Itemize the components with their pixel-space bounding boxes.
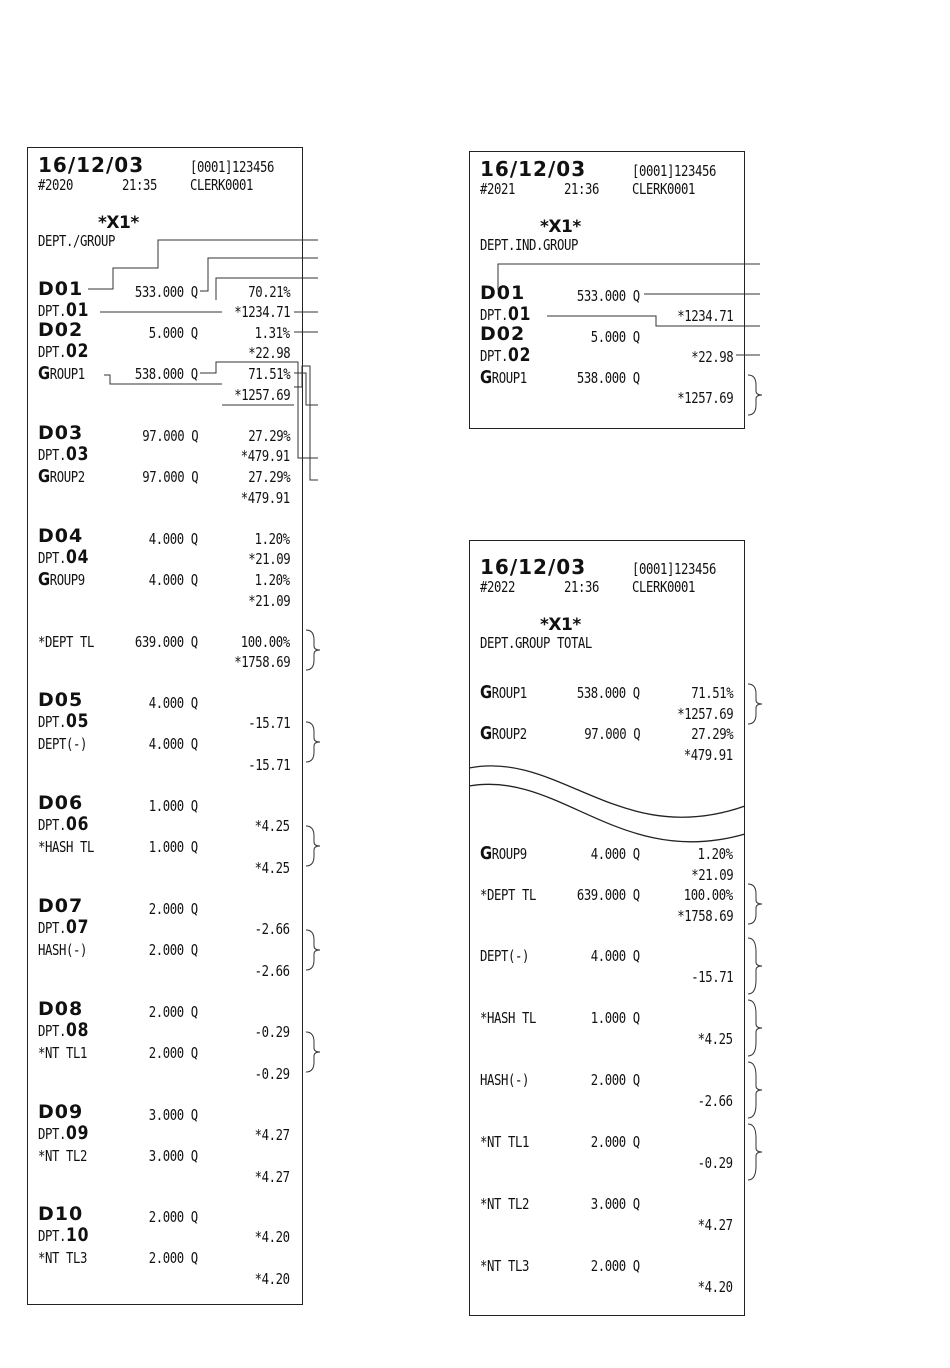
bracket [748,1000,762,1056]
amount-value: *479.91 [241,447,290,465]
amount-value: -2.66 [255,920,290,938]
amount-value: *4.27 [698,1216,733,1234]
amount-value: -15.71 [248,756,290,774]
receipt-number: #2020 [38,176,73,194]
callout-line [88,240,318,289]
amount-value: -15.71 [691,968,733,986]
date-text: 16/12/03 [38,153,145,177]
row-label: *NT TL3 [480,1257,529,1275]
quantity-value: 97.000 Q [584,725,640,743]
quantity-value: 538.000 Q [577,684,640,702]
amount-value: 27.29% [248,468,290,486]
callout-line [200,258,318,291]
report-mode-x1: *X1* [540,615,581,635]
row-label: HASH(-) [38,941,87,959]
amount-value: 1.20% [255,571,290,589]
amount-value: -2.66 [255,962,290,980]
quantity-value: 1.000 Q [149,838,198,856]
bracket [748,938,762,994]
quantity-value: 533.000 Q [135,283,198,301]
dept-label: DPT.06 [38,813,90,835]
bracket [748,1062,762,1118]
quantity-value: 2.000 Q [149,1003,198,1021]
row-label: D08 [38,998,84,1020]
callout-line [498,264,760,290]
quantity-value: 2.000 Q [149,1044,198,1062]
group-label: GROUP2 [38,466,85,487]
group-label: GROUP1 [480,367,527,388]
amount-value: *1234.71 [677,307,733,325]
clerk-name: CLERK0001 [632,180,695,198]
row-label: *NT TL3 [38,1249,87,1267]
amount-value: *4.25 [255,817,290,835]
amount-value: 1.20% [255,530,290,548]
quantity-value: 2.000 Q [591,1071,640,1089]
report-title: DEPT.IND.GROUP [480,236,578,254]
quantity-value: 97.000 Q [142,427,198,445]
row-label: *NT TL1 [38,1044,87,1062]
amount-value: *4.20 [255,1228,290,1246]
amount-value: 1.20% [698,845,733,863]
report-mode-x1: *X1* [98,213,139,233]
amount-value: *1758.69 [677,907,733,925]
quantity-value: 2.000 Q [149,1208,198,1226]
amount-value: 27.29% [691,725,733,743]
clerk-name: CLERK0001 [632,578,695,596]
quantity-value: 1.000 Q [149,797,198,815]
report-mode-x1: *X1* [540,217,581,237]
amount-value: *1758.69 [234,653,290,671]
amount-value: *21.09 [248,550,290,568]
callout-line [216,278,318,300]
row-label: DEPT(-) [480,947,529,965]
amount-value: *1234.71 [234,303,290,321]
row-label: D02 [38,319,84,341]
amount-value: *21.09 [248,592,290,610]
amount-value: *4.20 [698,1278,733,1296]
amount-value: 71.51% [691,684,733,702]
row-label: *NT TL1 [480,1133,529,1151]
row-label: D01 [480,282,526,304]
bracket [306,826,320,866]
quantity-value: 639.000 Q [135,633,198,651]
amount-value: *479.91 [684,746,733,764]
dept-label: DPT.10 [38,1224,90,1246]
quantity-value: 3.000 Q [149,1147,198,1165]
bracket [306,1032,320,1072]
quantity-value: 1.000 Q [591,1009,640,1027]
dept-label: DPT.02 [480,344,532,366]
group-label: GROUP2 [480,723,527,744]
amount-value: *4.27 [255,1126,290,1144]
dept-label: DPT.08 [38,1019,90,1041]
amount-value: *4.25 [255,859,290,877]
amount-value: *22.98 [248,344,290,362]
dept-label: DPT.03 [38,443,90,465]
time-text: 21:35 [122,176,157,194]
amount-value: 1.31% [255,324,290,342]
row-label: D04 [38,525,84,547]
amount-value: *4.20 [255,1270,290,1288]
row-label: DEPT(-) [38,735,87,753]
row-label: D09 [38,1101,84,1123]
quantity-value: 533.000 Q [577,287,640,305]
quantity-value: 4.000 Q [149,735,198,753]
amount-value: -2.66 [698,1092,733,1110]
quantity-value: 4.000 Q [591,845,640,863]
quantity-value: 3.000 Q [149,1106,198,1124]
register-number: [0001]123456 [632,560,716,578]
quantity-value: 4.000 Q [149,694,198,712]
register-number: [0001]123456 [190,158,274,176]
row-label: *HASH TL [38,838,94,856]
bracket [748,684,762,724]
dept-label: DPT.01 [38,299,90,321]
amount-value: 27.29% [248,427,290,445]
row-label: *NT TL2 [38,1147,87,1165]
time-text: 21:36 [564,180,599,198]
amount-value: *479.91 [241,489,290,507]
quantity-value: 538.000 Q [135,365,198,383]
receipt-number: #2022 [480,578,515,596]
quantity-value: 4.000 Q [149,571,198,589]
dept-label: DPT.02 [38,340,90,362]
quantity-value: 4.000 Q [591,947,640,965]
dept-label: DPT.01 [480,303,532,325]
amount-value: *21.09 [691,866,733,884]
date-text: 16/12/03 [480,157,587,181]
amount-value: -0.29 [255,1023,290,1041]
date-text: 16/12/03 [480,555,587,579]
callout-line [200,362,318,458]
quantity-value: 97.000 Q [142,468,198,486]
group-label: GROUP1 [480,682,527,703]
bracket [748,884,762,924]
amount-value: -0.29 [698,1154,733,1172]
group-label: GROUP9 [480,843,527,864]
amount-value: *1257.69 [234,386,290,404]
group-label: GROUP9 [38,569,85,590]
row-label: D05 [38,689,84,711]
quantity-value: 3.000 Q [591,1195,640,1213]
dept-label: DPT.07 [38,916,90,938]
report-title: DEPT./GROUP [38,232,115,250]
amount-value: 71.51% [248,365,290,383]
amount-value: -0.29 [255,1065,290,1083]
amount-value: *4.27 [255,1168,290,1186]
row-label: D02 [480,323,526,345]
bracket [306,630,320,670]
amount-value: *4.25 [698,1030,733,1048]
amount-value: 100.00% [241,633,290,651]
row-label: D10 [38,1203,84,1225]
callout-line [104,375,222,384]
dept-label: DPT.09 [38,1122,90,1144]
row-label: D06 [38,792,84,814]
row-label: D07 [38,895,84,917]
row-label: *HASH TL [480,1009,536,1027]
bracket [306,930,320,970]
row-label: *NT TL2 [480,1195,529,1213]
quantity-value: 2.000 Q [149,900,198,918]
amount-value: 100.00% [684,886,733,904]
quantity-value: 538.000 Q [577,369,640,387]
quantity-value: 2.000 Q [149,941,198,959]
row-label: D03 [38,422,84,444]
quantity-value: 639.000 Q [577,886,640,904]
bracket [748,1124,762,1180]
amount-value: *1257.69 [677,389,733,407]
quantity-value: 2.000 Q [591,1133,640,1151]
row-label: HASH(-) [480,1071,529,1089]
clerk-name: CLERK0001 [190,176,253,194]
quantity-value: 4.000 Q [149,530,198,548]
receipt-number: #2021 [480,180,515,198]
amount-value: 70.21% [248,283,290,301]
amount-value: -15.71 [248,714,290,732]
quantity-value: 2.000 Q [591,1257,640,1275]
callout-line [547,316,760,326]
quantity-value: 5.000 Q [149,324,198,342]
quantity-value: 5.000 Q [591,328,640,346]
register-number: [0001]123456 [632,162,716,180]
row-label: *DEPT TL [480,886,536,904]
dept-label: DPT.05 [38,710,90,732]
time-text: 21:36 [564,578,599,596]
quantity-value: 2.000 Q [149,1249,198,1267]
report-title: DEPT.GROUP TOTAL [480,634,592,652]
amount-value: *1257.69 [677,705,733,723]
bracket [306,722,320,762]
dept-label: DPT.04 [38,546,90,568]
amount-value: *22.98 [691,348,733,366]
group-label: GROUP1 [38,363,85,384]
row-label: D01 [38,278,84,300]
row-label: *DEPT TL [38,633,94,651]
bracket [748,375,762,415]
